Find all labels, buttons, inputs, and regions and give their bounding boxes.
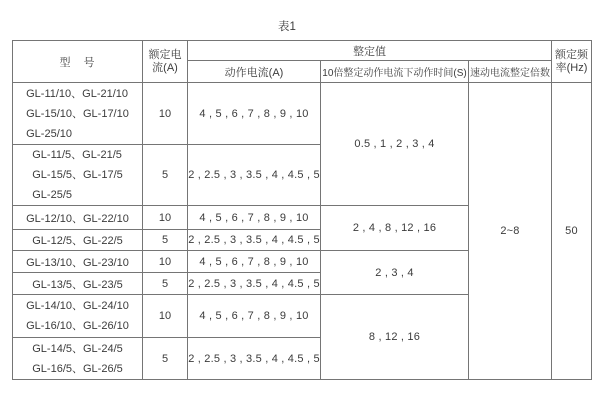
header-rated-frequency-line2: 率(Hz) [555,61,588,74]
header-operating-time: 10倍整定动作电流下动作时间(S) [321,61,469,83]
header-rated-current [143,41,188,83]
model-cell: GL-12/10、GL-22/10 [13,206,143,230]
model-line: GL-11/5、GL-21/5 [32,149,122,161]
operating-current-cell: 4 , 5 , 6 , 7 , 8 , 9 , 10 [188,83,321,145]
rated-current-cell: 10 [143,251,188,273]
operating-current-cell: 4 , 5 , 6 , 7 , 8 , 9 , 10 [188,251,321,273]
model-list [32,145,123,205]
operating-time-cell: 2 , 3 , 4 [321,251,469,295]
rated-current-cell: 5 [143,338,188,380]
operating-time-cell: 8 , 12 , 16 [321,295,469,380]
model-line: GL-11/10、GL-21/10 [26,87,129,100]
rated-current-cell: 5 [143,273,188,295]
model-line: GL-14/10、GL-24/10 [26,300,129,312]
relay-settings-table [12,40,592,380]
rated-current-cell: 5 [143,230,188,251]
header-operating-current: 动作电流(A) [188,61,321,83]
model-cell: GL-12/5、GL-22/5 [13,230,143,251]
header-rated-frequency [552,41,592,83]
table-row [13,83,592,145]
rated-current-cell: 5 [143,145,188,206]
rated-current-cell: 10 [143,206,188,230]
header-model: 型 号 [13,41,143,83]
rated-current-cell: 10 [143,83,188,145]
rated-current-cell: 10 [143,295,188,338]
header-rated-current-line2: 流(A) [152,61,178,74]
frequency-cell: 50 [552,83,592,380]
model-cell: GL-13/5、GL-23/5 [13,273,143,295]
model-line: GL-16/10、GL-26/10 [26,320,129,332]
quick-multiple-cell: 2~8 [469,83,552,380]
model-cell [13,83,143,145]
model-cell [13,295,143,338]
table-caption: 表1 [278,21,296,33]
operating-current-cell: 4 , 5 , 6 , 7 , 8 , 9 , 10 [188,206,321,230]
model-line: GL-25/10 [26,127,72,140]
operating-current-cell: 4 , 5 , 6 , 7 , 8 , 9 , 10 [188,295,321,338]
model-line: GL-15/10、GL-17/10 [26,107,129,120]
operating-current-cell: 2 , 2.5 , 3 , 3.5 , 4 , 4.5 , 5 [188,273,321,295]
model-line: GL-14/5、GL-24/5 [32,342,123,355]
operating-time-cell: 0.5 , 1 , 2 , 3 , 4 [321,83,469,206]
model-line: GL-15/5、GL-17/5 [32,169,123,181]
operating-current-cell: 2 , 2.5 , 3 , 3.5 , 4 , 4.5 , 5 [188,145,321,206]
header-rated-current-line1: 额定电 [148,48,182,61]
model-cell: GL-13/10、GL-23/10 [13,251,143,273]
model-line: GL-25/5 [32,189,72,201]
operating-time-cell: 2 , 4 , 8 , 12 , 16 [321,206,469,251]
model-list [32,339,123,379]
model-list [26,296,129,336]
header-quick-multiple: 速动电流整定倍数 [469,61,552,83]
model-cell [13,338,143,380]
model-cell [13,145,143,206]
operating-current-cell: 2 , 2.5 , 3 , 3.5 , 4 , 4.5 , 5 [188,230,321,251]
operating-current-cell: 2 , 2.5 , 3 , 3.5 , 4 , 4.5 , 5 [188,338,321,380]
model-line: GL-16/5、GL-26/5 [32,362,123,375]
header-rated-frequency-line1: 额定频 [555,48,588,61]
header-setting-value: 整定值 [188,41,552,61]
model-list [26,84,129,144]
